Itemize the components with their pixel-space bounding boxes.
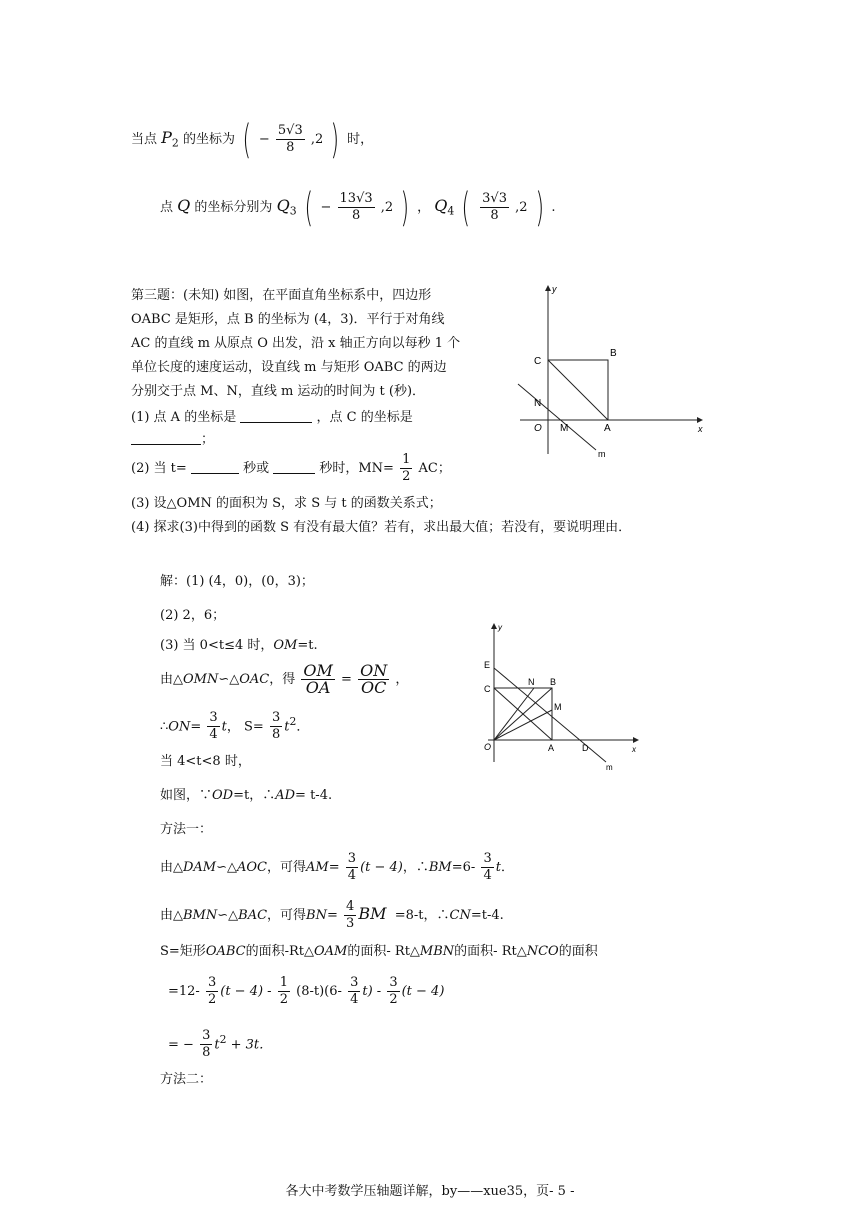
line-m	[518, 384, 596, 450]
answer-blank	[131, 430, 201, 445]
den: OA	[305, 678, 331, 697]
num: 3	[350, 975, 359, 990]
question-3: (3) 设△OMN 的面积为 S，求 S 与 t 的函数关系式；	[131, 496, 442, 511]
text: = −	[168, 1037, 194, 1053]
var: t	[214, 1037, 220, 1053]
text: ,2	[515, 200, 528, 215]
var-p: P	[161, 128, 172, 147]
text: S=矩形	[160, 944, 206, 959]
expr: + 3t．	[226, 1037, 273, 1053]
q-line	[160, 186, 556, 232]
sub: 4	[447, 204, 455, 218]
fraction	[301, 663, 335, 696]
text: =t，∴	[233, 788, 276, 803]
var: AOC	[237, 860, 268, 875]
text: ，可得	[267, 908, 307, 923]
den: 4	[483, 868, 492, 883]
paren-right: )	[400, 184, 410, 231]
fraction	[270, 710, 282, 743]
paren-left: (	[461, 184, 471, 231]
fraction	[480, 191, 509, 224]
fraction	[278, 975, 290, 1008]
text: 秒或	[243, 461, 270, 476]
text: 的面积- Rt△	[454, 944, 527, 959]
minus: −	[258, 132, 270, 147]
text: ∽△	[216, 860, 238, 875]
text: 点	[160, 200, 174, 215]
paren-right: )	[535, 184, 544, 231]
var: OAM	[314, 944, 348, 959]
text: AC；	[418, 461, 451, 476]
label-c: C	[484, 684, 491, 694]
text: ,2	[310, 132, 324, 147]
text: =	[341, 672, 352, 687]
var: OMN	[183, 672, 219, 687]
fraction	[358, 663, 389, 696]
var: AD	[275, 788, 296, 803]
sol-14: 方法二：	[160, 1072, 213, 1087]
num: 1	[402, 452, 411, 467]
text: ∴	[160, 719, 169, 735]
den: 2	[389, 992, 398, 1007]
question-1	[131, 408, 413, 428]
question-2	[131, 452, 451, 486]
den: 8	[490, 208, 499, 223]
label-d: D	[582, 743, 589, 753]
page-footer: 各大中考数学压轴题详解，by——xue35，页- 5 -	[285, 1184, 575, 1199]
den: 8	[271, 727, 281, 743]
text: 的面积-Rt△	[245, 944, 315, 959]
text: 的面积	[558, 944, 598, 959]
fraction	[207, 710, 219, 743]
sub: 2	[171, 136, 179, 150]
text: 时，	[347, 132, 374, 147]
num: OM	[303, 661, 333, 680]
num: 5√3	[277, 123, 303, 138]
sol-11	[160, 942, 598, 962]
text: ∽△	[217, 908, 239, 923]
label-b: B	[550, 677, 557, 687]
text: ，可得	[267, 860, 307, 875]
paren-left: (	[242, 116, 252, 163]
sol-13	[168, 1020, 272, 1065]
fraction	[200, 1028, 212, 1061]
text: =12-	[168, 984, 200, 999]
text: =	[326, 908, 338, 923]
sol-1: 解：(1) (4，0)，(0，3)；	[160, 574, 314, 589]
segment-on	[494, 688, 534, 740]
num: 3	[207, 975, 217, 990]
var: BM	[358, 904, 387, 923]
text: ．	[296, 719, 310, 735]
var: OD	[212, 788, 234, 803]
problem-line-4: 单位长度的速度运动，设直线 m 与矩形 OABC 的两边	[131, 360, 447, 375]
num: 3	[202, 1028, 211, 1044]
expr: t) -	[362, 984, 382, 999]
var: BAC	[238, 908, 268, 923]
text: ；	[201, 432, 215, 447]
num: 3	[347, 851, 357, 866]
label-y: y	[552, 284, 557, 294]
var: BM	[428, 860, 452, 875]
fraction	[387, 975, 399, 1008]
text: 由△	[160, 672, 183, 687]
den: 8	[202, 1045, 211, 1061]
text: ,2	[380, 200, 394, 215]
label-a: A	[548, 743, 555, 753]
sol-6: 当 4<t<8 时，	[160, 754, 251, 769]
var: DAM	[183, 860, 217, 875]
text: 由△	[160, 908, 183, 923]
problem-line-1: 第三题：(未知) 如图，在平面直角坐标系中，四边形	[131, 288, 432, 303]
text: ∽△	[218, 672, 240, 687]
text: 的坐标分别为	[194, 200, 273, 215]
label-m-line: m	[606, 763, 613, 772]
label-e: E	[484, 660, 491, 670]
den: 2	[207, 992, 217, 1007]
answer-blank	[191, 459, 239, 474]
num: 3	[209, 710, 218, 726]
problem-line-5: 分别交于点 M、N，直线 m 运动的时间为 t (秒)．	[131, 384, 426, 399]
num: 4	[346, 899, 355, 914]
text: 如图，∵	[160, 788, 213, 803]
sol-3	[160, 636, 318, 656]
var: OABC	[205, 944, 246, 959]
question-4: (4) 探求(3)中得到的函数 S 有没有最大值？若有，求出最大值；若没有，要说明理由．	[131, 520, 632, 535]
fraction	[346, 851, 358, 884]
var-q: Q	[177, 196, 191, 215]
text: =t.	[297, 638, 318, 653]
text: ，	[417, 200, 431, 215]
text: .	[551, 200, 556, 215]
var: ON	[168, 719, 191, 735]
fraction	[400, 452, 412, 485]
sol-7	[160, 786, 332, 806]
var: OM	[273, 638, 298, 653]
sol-12	[168, 972, 444, 1012]
label-o: O	[534, 423, 542, 434]
expr: (t − 4)	[401, 984, 445, 999]
text: 由△	[160, 860, 183, 875]
text: (2) 当 t=	[131, 461, 187, 476]
num: 1	[279, 975, 288, 990]
figure-1	[512, 282, 712, 462]
text: =8-t，∴	[394, 908, 450, 923]
var: t	[284, 719, 290, 735]
text: ，点 C 的坐标是	[316, 410, 413, 425]
den: 2	[402, 469, 411, 484]
label-c: C	[534, 356, 542, 367]
label-n: N	[534, 398, 542, 409]
sol-4	[160, 660, 408, 700]
label-m-point: M	[554, 702, 562, 712]
text: ，得	[269, 672, 296, 687]
minus: −	[320, 200, 332, 215]
var: CN	[449, 908, 471, 923]
sol-2: (2) 2，6；	[160, 608, 226, 623]
label-n: N	[528, 677, 535, 687]
text: ，∴	[402, 860, 429, 875]
var: OAC	[239, 672, 270, 687]
den: OC	[360, 678, 387, 697]
text: = t-4.	[295, 788, 333, 803]
label-y: y	[498, 623, 502, 632]
text: 的坐标为	[182, 132, 235, 147]
text: =6-	[451, 860, 476, 875]
sol-9	[160, 850, 514, 886]
problem-line-3: AC 的直线 m 从原点 O 出发，沿 x 轴正方向以每秒 1 个	[131, 336, 461, 351]
label-o: O	[484, 742, 492, 752]
den: 8	[351, 208, 361, 223]
sup: 2	[289, 715, 297, 728]
expr: (t − 4)	[360, 860, 403, 875]
expr: (t − 4) -	[220, 984, 272, 999]
fraction	[348, 975, 360, 1008]
var: BN	[306, 908, 327, 923]
den: 4	[209, 727, 218, 743]
fraction	[206, 975, 218, 1008]
answer-blank	[240, 408, 312, 423]
text: ， S=	[226, 719, 264, 735]
den: 3	[346, 916, 355, 931]
answer-blank	[273, 459, 315, 474]
question-1-cont	[131, 430, 214, 450]
text: (3) 当 0<t≤4 时，	[160, 638, 274, 653]
fraction	[276, 123, 305, 156]
num: ON	[360, 661, 388, 680]
diagonal-ac	[548, 360, 608, 420]
paren-left: (	[304, 184, 313, 231]
label-m-line: m	[598, 449, 606, 459]
den: 8	[286, 140, 295, 155]
num: 3	[271, 710, 281, 726]
text: (8-t)(6-	[296, 984, 342, 999]
num: 3	[483, 851, 492, 866]
num: 13√3	[339, 191, 373, 206]
sol-10	[160, 896, 504, 934]
label-b: B	[610, 348, 617, 359]
sol-8: 方法一：	[160, 822, 213, 837]
text: 的面积- Rt△	[347, 944, 420, 959]
den: 4	[350, 992, 359, 1007]
var-q3: Q	[276, 196, 290, 215]
sol-5	[160, 704, 309, 745]
text: =	[328, 860, 340, 875]
text: 当点	[131, 132, 158, 147]
label-x: x	[632, 745, 636, 754]
text: =t-4.	[470, 908, 504, 923]
var: NCO	[526, 944, 559, 959]
var: MBN	[419, 944, 455, 959]
label-x: x	[698, 424, 703, 434]
text: ，	[395, 672, 409, 687]
sup: 2	[219, 1033, 227, 1046]
sub: 3	[289, 204, 297, 218]
figure-2	[466, 622, 646, 772]
label-m-point: M	[560, 423, 569, 434]
text: ．	[500, 860, 514, 875]
problem-line-2: OABC 是矩形，点 B 的坐标为 (4，3)．平行于对角线	[131, 312, 445, 327]
den: 2	[279, 992, 288, 1007]
fraction	[481, 851, 493, 884]
p2-line	[131, 118, 373, 164]
num: 3	[389, 975, 398, 990]
num: 3√3	[482, 191, 507, 206]
var-q4: Q	[434, 196, 448, 215]
fraction	[338, 191, 375, 224]
var: BMN	[183, 908, 218, 923]
text: 秒时，MN=	[319, 461, 394, 476]
var: t	[495, 860, 501, 875]
fraction	[344, 899, 356, 932]
paren-right: )	[330, 116, 340, 163]
text: =	[190, 719, 202, 735]
den: 4	[347, 868, 357, 883]
var: t	[221, 719, 227, 735]
label-a: A	[604, 423, 611, 434]
var: AM	[306, 860, 329, 875]
text: (1) 点 A 的坐标是	[131, 410, 237, 425]
